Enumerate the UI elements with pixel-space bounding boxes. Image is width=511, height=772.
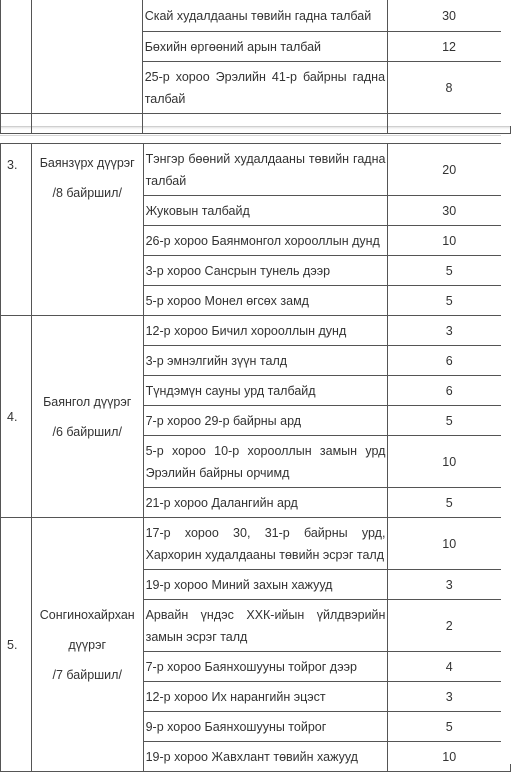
count-cell: 10 <box>388 226 511 256</box>
count-cell: 3 <box>388 570 511 600</box>
table-row <box>1 518 511 570</box>
count-cell: 10 <box>388 436 511 488</box>
count-cell: 8 <box>388 62 511 114</box>
location-cell: 5-р хороо Монел өгсөх замд <box>143 286 388 316</box>
table-row <box>1 316 511 346</box>
count-cell: 30 <box>388 196 511 226</box>
count-cell: 4 <box>388 652 511 682</box>
location-cell: 21-р хороо Далангийн ард <box>143 488 388 518</box>
number-cell <box>1 0 32 114</box>
table-fragment-top <box>0 0 511 127</box>
district-cell <box>31 144 143 316</box>
district-sites: /7 байршил/ <box>52 667 122 682</box>
location-cell: 7-р хороо Баянхошууны тойрог дээр <box>143 652 388 682</box>
location-cell: Жуковын талбайд <box>143 196 388 226</box>
location-cell: Түндэмүн сауны урд талбайд <box>143 376 388 406</box>
count-cell: 12 <box>388 32 511 62</box>
table-fragment-main <box>0 135 511 764</box>
district-sites: /8 байршил/ <box>52 186 122 200</box>
location-cell: 26-р хороо Баянмонгол хорооллын дунд <box>143 226 388 256</box>
count-cell: 6 <box>388 346 511 376</box>
count-cell: 30 <box>388 0 511 32</box>
location-cell: 3-р хороо Сансрын тунель дээр <box>143 256 388 286</box>
count-cell: 3 <box>388 682 511 712</box>
location-cell: Арвайн үндэс ХХК-ийын үйлдвэрийн замын эсрэг талд <box>143 600 388 652</box>
locations-table-main <box>0 143 511 772</box>
location-cell: 7-р хороо 29-р байрны ард <box>143 406 388 436</box>
table-row <box>1 0 511 32</box>
location-cell: Тэнгэр бөөний худалдааны төвийн гадна талбай <box>143 144 388 196</box>
location-cell: Бөхийн өргөөний арын талбай <box>142 32 387 62</box>
count-cell: 5 <box>388 488 511 518</box>
count-cell: 6 <box>388 376 511 406</box>
row-number: 3. <box>1 144 32 316</box>
location-cell: 25-р хороо Эрэлийн 41-р байрны гадна талбай <box>142 62 387 114</box>
location-cell: 19-р хороо Миний захын хажууд <box>143 570 388 600</box>
count-cell: 5 <box>388 286 511 316</box>
district-name: Баянзүрх дүүрэг <box>39 156 135 170</box>
location-cell: 17-р хороо 30, 31-р байрны урд, Хархорин худалдааны төвийн эсрэг талд <box>143 518 388 570</box>
row-number: 5. <box>1 518 32 772</box>
count-cell: 5 <box>388 712 511 742</box>
table-row <box>1 144 511 196</box>
count-cell: 10 <box>388 742 511 772</box>
locations-table-top <box>0 0 511 134</box>
district-sites: /6 байршил/ <box>52 424 122 439</box>
location-cell: 12-р хороо Бичил хорооллын дунд <box>143 316 388 346</box>
count-cell: 10 <box>388 518 511 570</box>
count-cell: 2 <box>388 600 511 652</box>
count-cell: 5 <box>388 256 511 286</box>
table-row <box>1 114 511 134</box>
location-cell: 12-р хороо Их нарангийн эцэст <box>143 682 388 712</box>
district-cell <box>31 316 143 518</box>
row-number: 4. <box>1 316 32 518</box>
edge-mask <box>501 135 511 764</box>
location-cell: Скай худалдааны төвийн гадна талбай <box>142 0 387 32</box>
location-cell: 3-р эмнэлгийн зүүн талд <box>143 346 388 376</box>
location-cell: 19-р хороо Жавхлант төвийн хажууд <box>143 742 388 772</box>
count-cell: 3 <box>388 316 511 346</box>
district-cell <box>31 0 142 114</box>
edge-mask <box>501 0 511 126</box>
district-cell <box>31 518 143 772</box>
count-cell: 5 <box>388 406 511 436</box>
count-cell: 20 <box>388 144 511 196</box>
district-name: Сонгинохайрхан дүүрэг <box>39 607 135 652</box>
location-cell: 5-р хороо 10-р хорооллын замын урд Эрэлийн байрны орчимд <box>143 436 388 488</box>
location-cell: 9-р хороо Баянхошууны тойрог <box>143 712 388 742</box>
district-name: Баянгол дүүрэг <box>43 394 132 409</box>
